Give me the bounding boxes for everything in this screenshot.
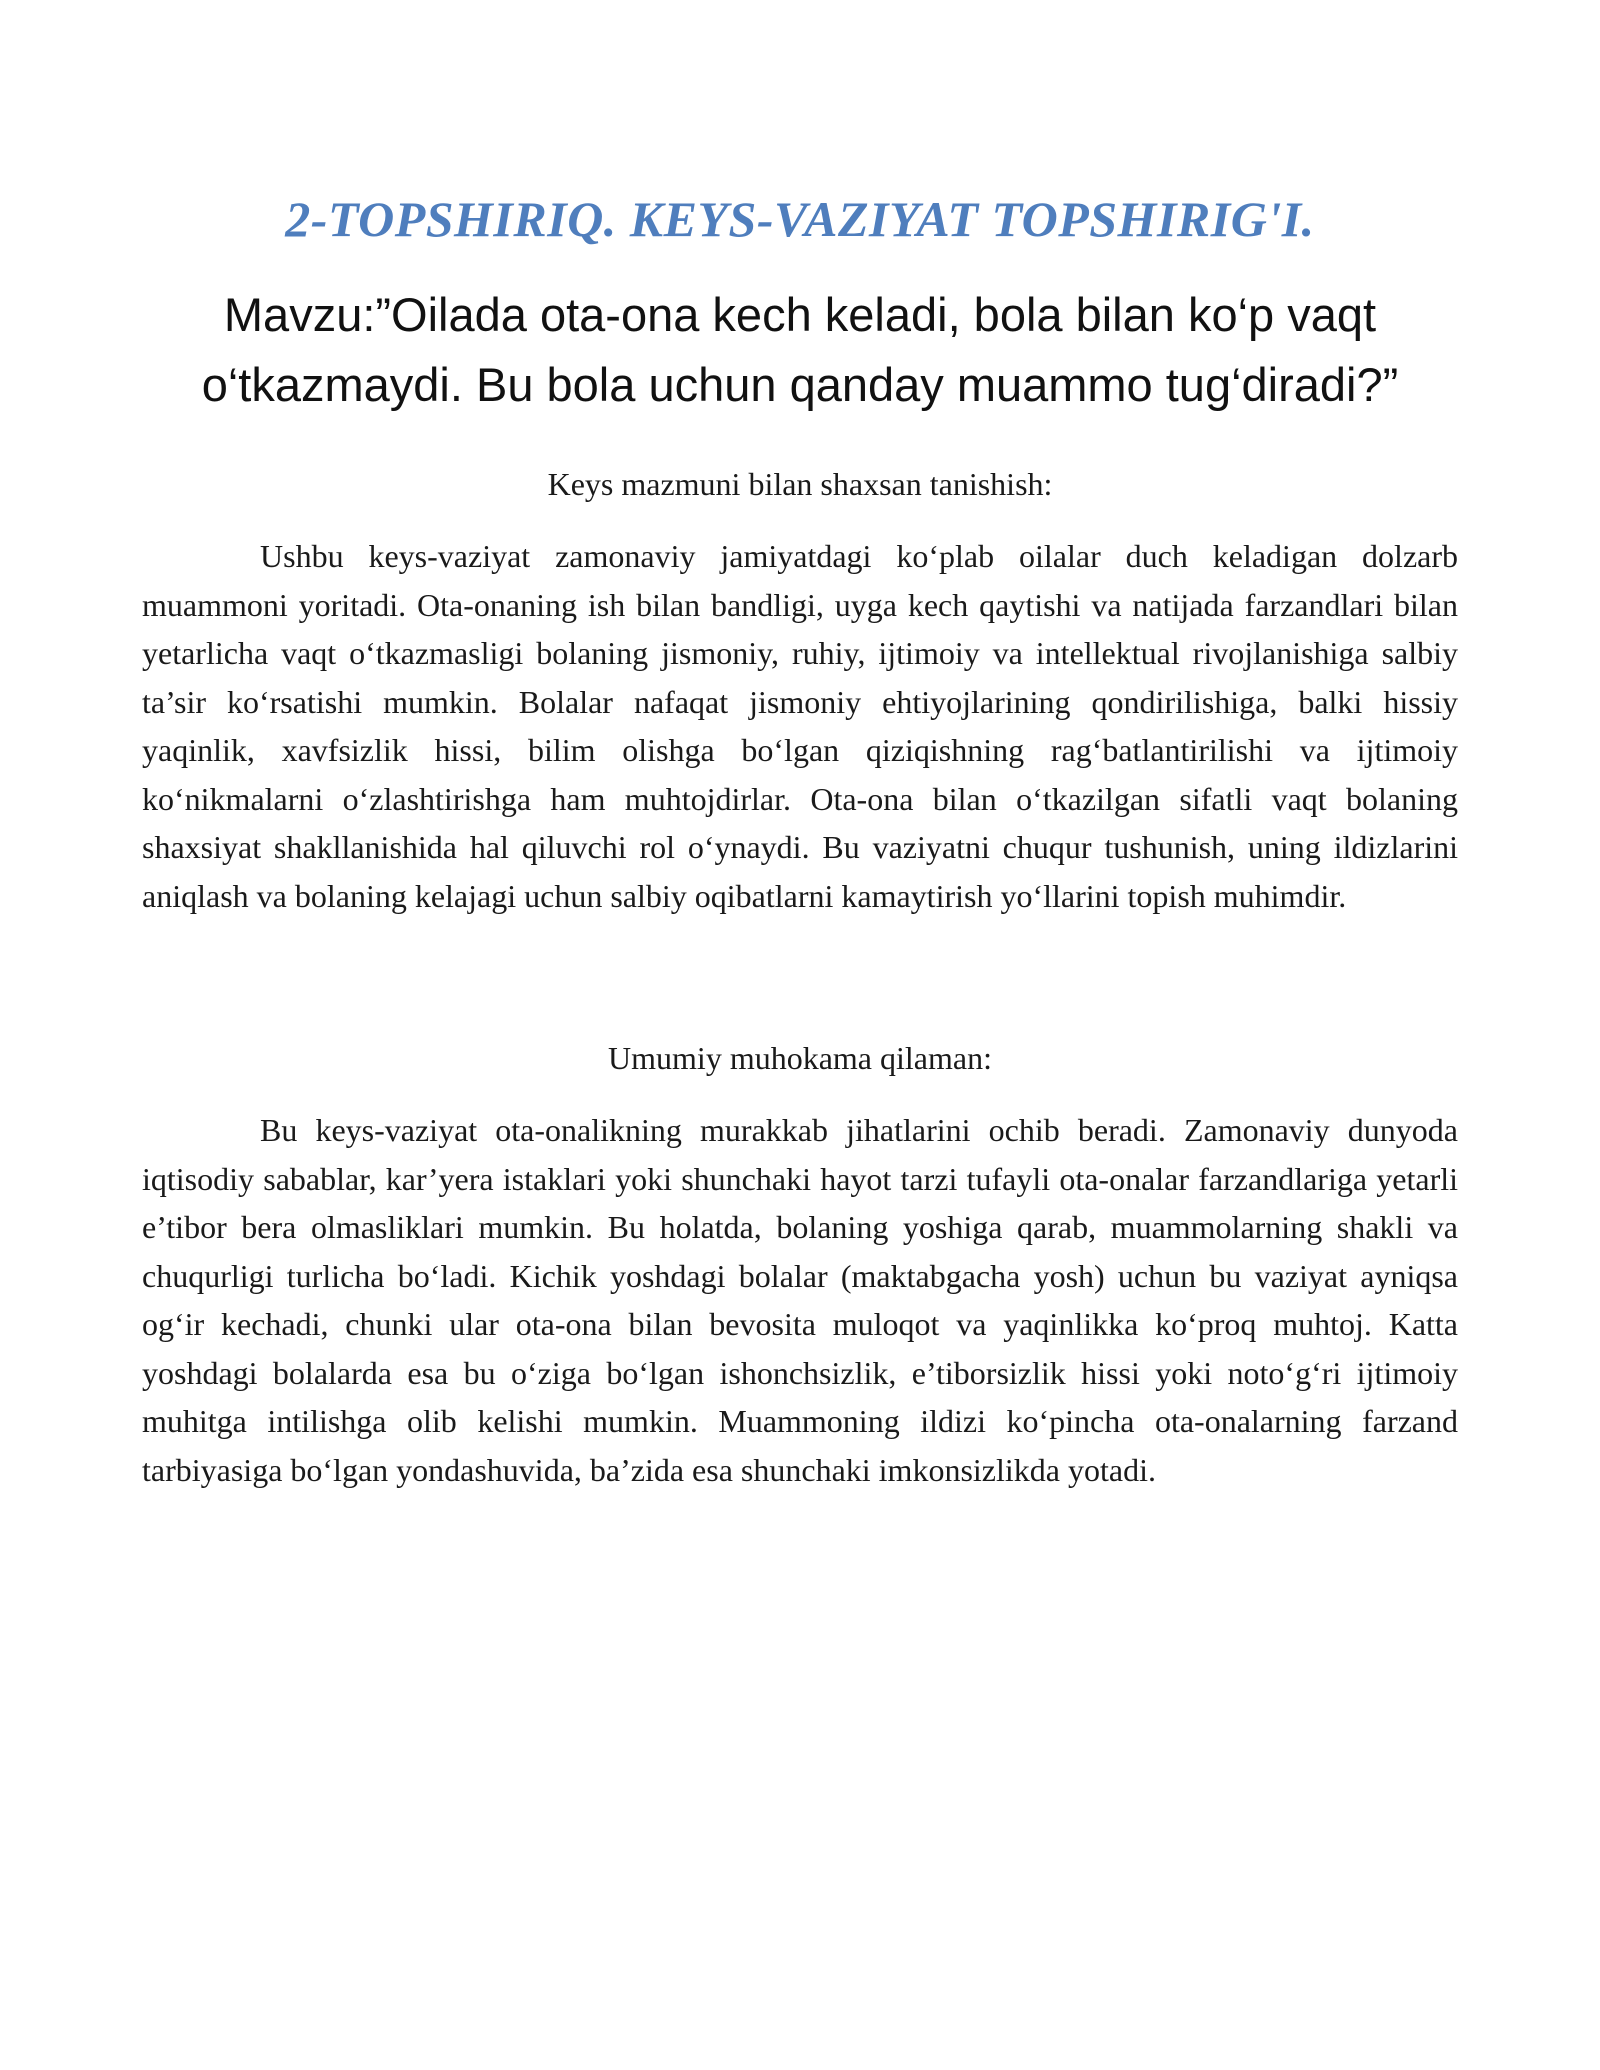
case-content-paragraph: Ushbu keys-vaziyat zamonaviy jamiyatdagi ko‘plab oilalar duch keladigan dolzarb muammoni yoritadi. Ota-onaning ish bilan bandligi, uyga kech qaytishi va natijada farzandlari bilan yetarlicha vaqt o‘tkazmasligi bolaning jismoniy, ruhiy, ijtimoiy va intellektual rivojlanishiga salbiy ta’sir ko‘rsatishi mumkin. Bolalar nafaqat jismoniy ehtiyojlarining qondirilishiga, balki hissiy yaqinlik, xavfsizlik hissi, bilim olishga bo‘lgan qiziqishning rag‘batlantirilishi va ijtimoiy ko‘nikmalarni o‘zlashtirishga ham muhtojdirlar. Ota-ona bilan o‘tkazilgan sifatli vaqt bolaning shaxsiyat shakllanishida hal qiluvchi rol o‘ynaydi. Bu vaziyatni chuqur tushunish, uning ildizlarini aniqlash va bolaning kelajagi uchun salbiy oqibatlarni kamaytirish yo‘llarini topish muhimdir. [142,538,1458,914]
section-heading-case-content: Keys mazmuni bilan shaxsan tanishish: [547,466,1053,502]
general-discussion-paragraph: Bu keys-vaziyat ota-onalikning murakkab jihatlarini ochib beradi. Zamonaviy dunyoda iqtisodiy sabablar, kar’yera istaklari yoki shunchaki hayot tarzi tufayli ota-onalar farzandlariga yetarli e’tibor bera olmasliklari mumkin. Bu holatda, bolaning yoshiga qarab, muammolarning shakli va chuqurligi turlicha bo‘ladi. Kichik yoshdagi bolalar (maktabgacha yosh) uchun bu vaziyat ayniqsa og‘ir kechadi, chunki ular ota-ona bilan bevosita muloqot va yaqinlikka ko‘proq muhtoj. Katta yoshdagi bolalarda esa bu o‘ziga bo‘lgan ishonchsizlik, e’tiborsizlik hissi yoki noto‘g‘ri ijtimoiy muhitga intilishga olib kelishi mumkin. Muammoning ildizi ko‘pincha ota-onalarning farzand tarbiyasiga bo‘lgan yondashuvida, ba’zida esa shunchaki imkonsizlikda yotadi. [142,1112,1458,1488]
section-heading-general-discussion: Umumiy muhokama qilaman: [608,1040,992,1076]
task-title: 2-TOPSHIRIQ. KEYS-VAZIYAT TOPSHIRIG'I. [285,191,1315,247]
document-page [142,180,1458,1494]
topic-title: Mavzu:”Oilada ota-ona kech keladi, bola bilan ko‘p vaqt o‘tkazmaydi. Bu bola uchun qanday muammo tug‘diradi?” [201,288,1399,411]
